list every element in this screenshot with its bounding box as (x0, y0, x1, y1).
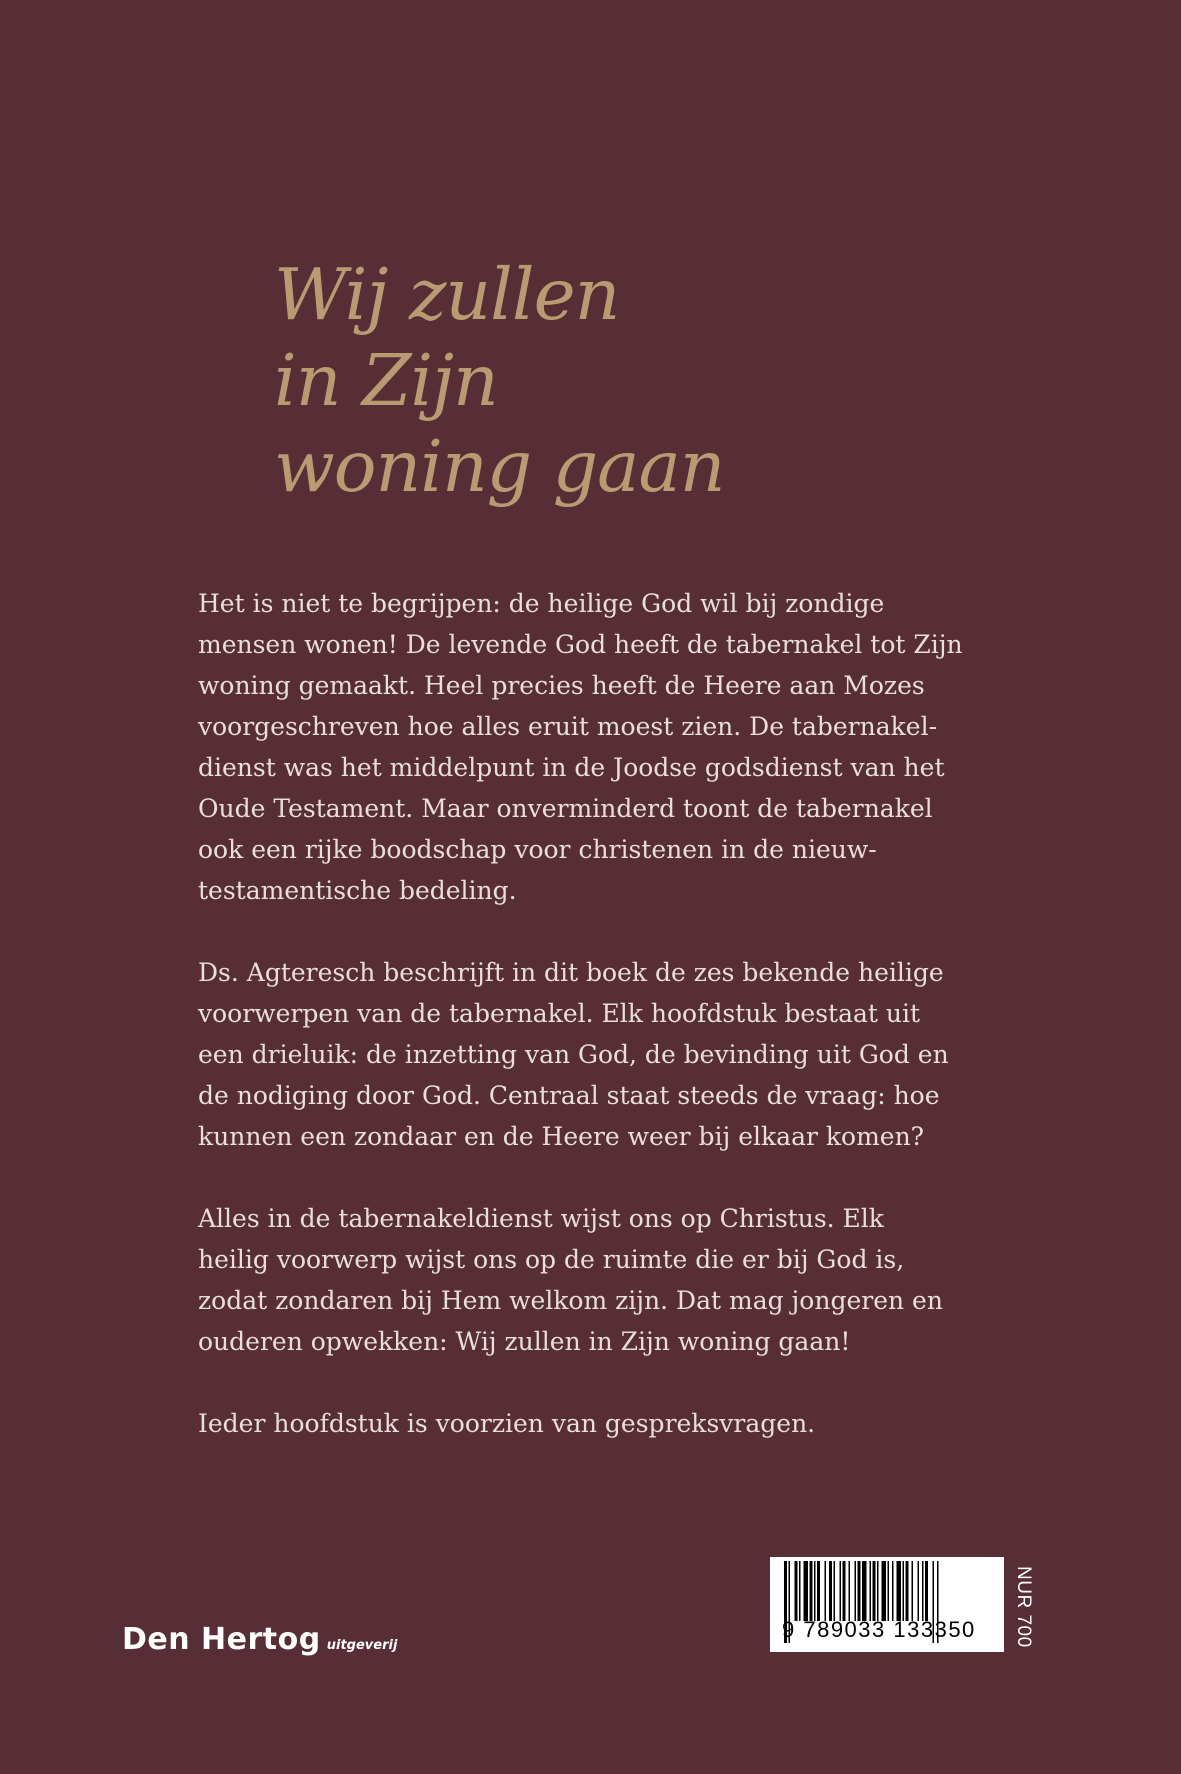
text-line: ouderen opwekken: Wij zullen in Zijn woning gaan! (198, 1327, 851, 1356)
blurb-paragraph-3 (198, 1198, 998, 1362)
book-title (274, 252, 974, 510)
blurb (198, 583, 998, 1485)
text-line: Ieder hoofdstuk is voorzien van gespreksvragen. (198, 1409, 816, 1438)
publisher-name: Den Hertog (122, 1622, 321, 1657)
text-line: mensen wonen! De levende God heeft de tabernakel tot Zijn (198, 630, 963, 659)
text-line: een drieluik: de inzetting van God, de bevinding uit God en (198, 1040, 949, 1069)
isbn-barcode (770, 1557, 1004, 1652)
text-line: Oude Testament. Maar onverminderd toont de tabernakel (198, 794, 933, 823)
nur-code-text: NUR 700 (1013, 1566, 1034, 1648)
text-line: zodat zondaren bij Hem welkom zijn. Dat mag jongeren en (198, 1286, 943, 1315)
text-line: Het is niet te begrijpen: de heilige God wil bij zondige (198, 589, 885, 618)
publisher-suffix: uitgeverij (326, 1638, 398, 1653)
barcode-number: 9 789033 133350 (782, 1617, 976, 1642)
text-line: voorwerpen van de tabernakel. Elk hoofdstuk bestaat uit (198, 999, 921, 1028)
text-line: testamentische bedeling. (198, 876, 517, 905)
text-line: dienst was het middelpunt in de Joodse godsdienst van het (198, 753, 945, 782)
blurb-paragraph-4 (198, 1403, 998, 1444)
text-line: Ds. Agteresch beschrijft in dit boek de zes bekende heilige (198, 958, 944, 987)
text-line: voorgeschreven hoe alles eruit moest zien. De tabernakel- (198, 712, 938, 741)
text-line: heilig voorwerp wijst ons op de ruimte die er bij God is, (198, 1245, 905, 1274)
title-line-2: in Zijn (274, 339, 498, 422)
title-line-3: woning gaan (274, 425, 725, 508)
publisher-logo (122, 1622, 397, 1657)
nur-code (1008, 1566, 1036, 1656)
text-line: kunnen een zondaar en de Heere weer bij elkaar komen? (198, 1122, 925, 1151)
title-line-1: Wij zullen (274, 253, 620, 336)
blurb-paragraph-2 (198, 952, 998, 1157)
blurb-paragraph-1 (198, 583, 998, 911)
text-line: Alles in de tabernakeldienst wijst ons op Christus. Elk (198, 1204, 884, 1233)
text-line: woning gemaakt. Heel precies heeft de Heere aan Mozes (198, 671, 925, 700)
text-line: ook een rijke boodschap voor christenen in de nieuw- (198, 835, 877, 864)
text-line: de nodiging door God. Centraal staat steeds de vraag: hoe (198, 1081, 940, 1110)
